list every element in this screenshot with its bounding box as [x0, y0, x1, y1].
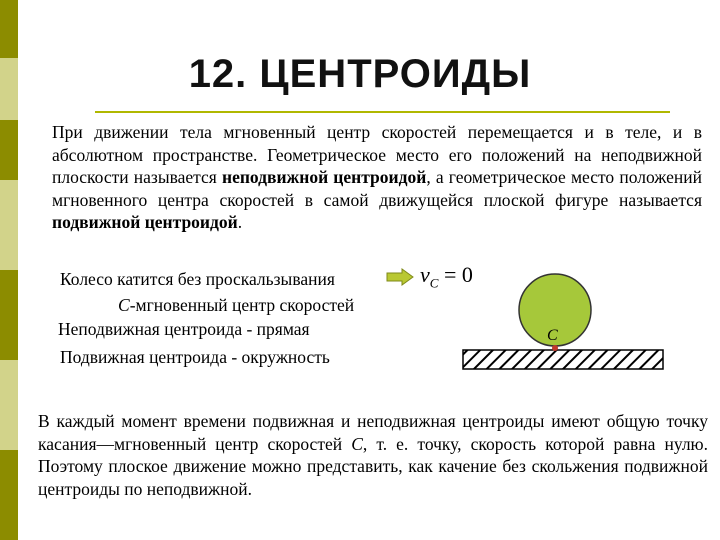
- center-text: -мгновенный центр скоростей: [129, 295, 355, 315]
- center-letter: C: [351, 433, 363, 454]
- sidebar-block: [0, 450, 18, 540]
- paragraph-text: В каждый момент времени подвижная и неподвижная центроиды имеют общую точку касания—мгновенный центр скоростей: [38, 411, 708, 454]
- paragraph-text: При движении тела мгновенный центр скоростей перемещается и в теле, и в абсолютном пространстве. Геометрическое место его положений на неподвижной плоскости называется: [52, 122, 702, 187]
- example-line-center: [118, 294, 354, 316]
- paragraph-text: , т. е. точку, скорость которой равна нулю. Поэтому плоское движение можно представить, как качение без скольжения подвижной центроиды по неподвижной.: [38, 433, 709, 499]
- sidebar-block: [0, 360, 18, 450]
- example-line-wheel: Колесо катится без проскальзывания: [60, 269, 335, 289]
- ground-surface: [463, 350, 663, 369]
- velocity-symbol: v: [420, 262, 430, 287]
- term-fixed-centrode: неподвижной центроидой: [221, 167, 427, 187]
- right-arrow-icon: [386, 268, 414, 286]
- example-line-moving-centrode: Подвижная центроида - окружность: [60, 347, 330, 367]
- contact-point-label: C: [547, 327, 558, 344]
- term-moving-centrode: подвижной центроидой: [52, 212, 238, 232]
- page-title: 12. ЦЕНТРОИДЫ: [188, 52, 532, 96]
- velocity-subscript: C: [429, 275, 439, 291]
- definition-paragraph: [52, 121, 702, 234]
- paragraph-text: , а геометрическое место положений мгновенного центра скоростей в самой движущейся плоской фигуре называется: [52, 167, 702, 210]
- sidebar-block: [0, 120, 18, 180]
- sidebar-block: [0, 180, 18, 270]
- sidebar-block: [0, 0, 18, 58]
- contact-point: [552, 345, 558, 351]
- paragraph-text: .: [237, 212, 243, 232]
- rolling-wheel-diagram: [455, 272, 675, 377]
- conclusion-paragraph: [38, 410, 708, 500]
- center-letter: C: [118, 295, 130, 315]
- example-line-fixed-centrode: Неподвижная центроида - прямая: [58, 319, 310, 339]
- formula-equals-zero: = 0: [438, 262, 473, 287]
- title-underline: [95, 111, 670, 113]
- sidebar-block: [0, 270, 18, 360]
